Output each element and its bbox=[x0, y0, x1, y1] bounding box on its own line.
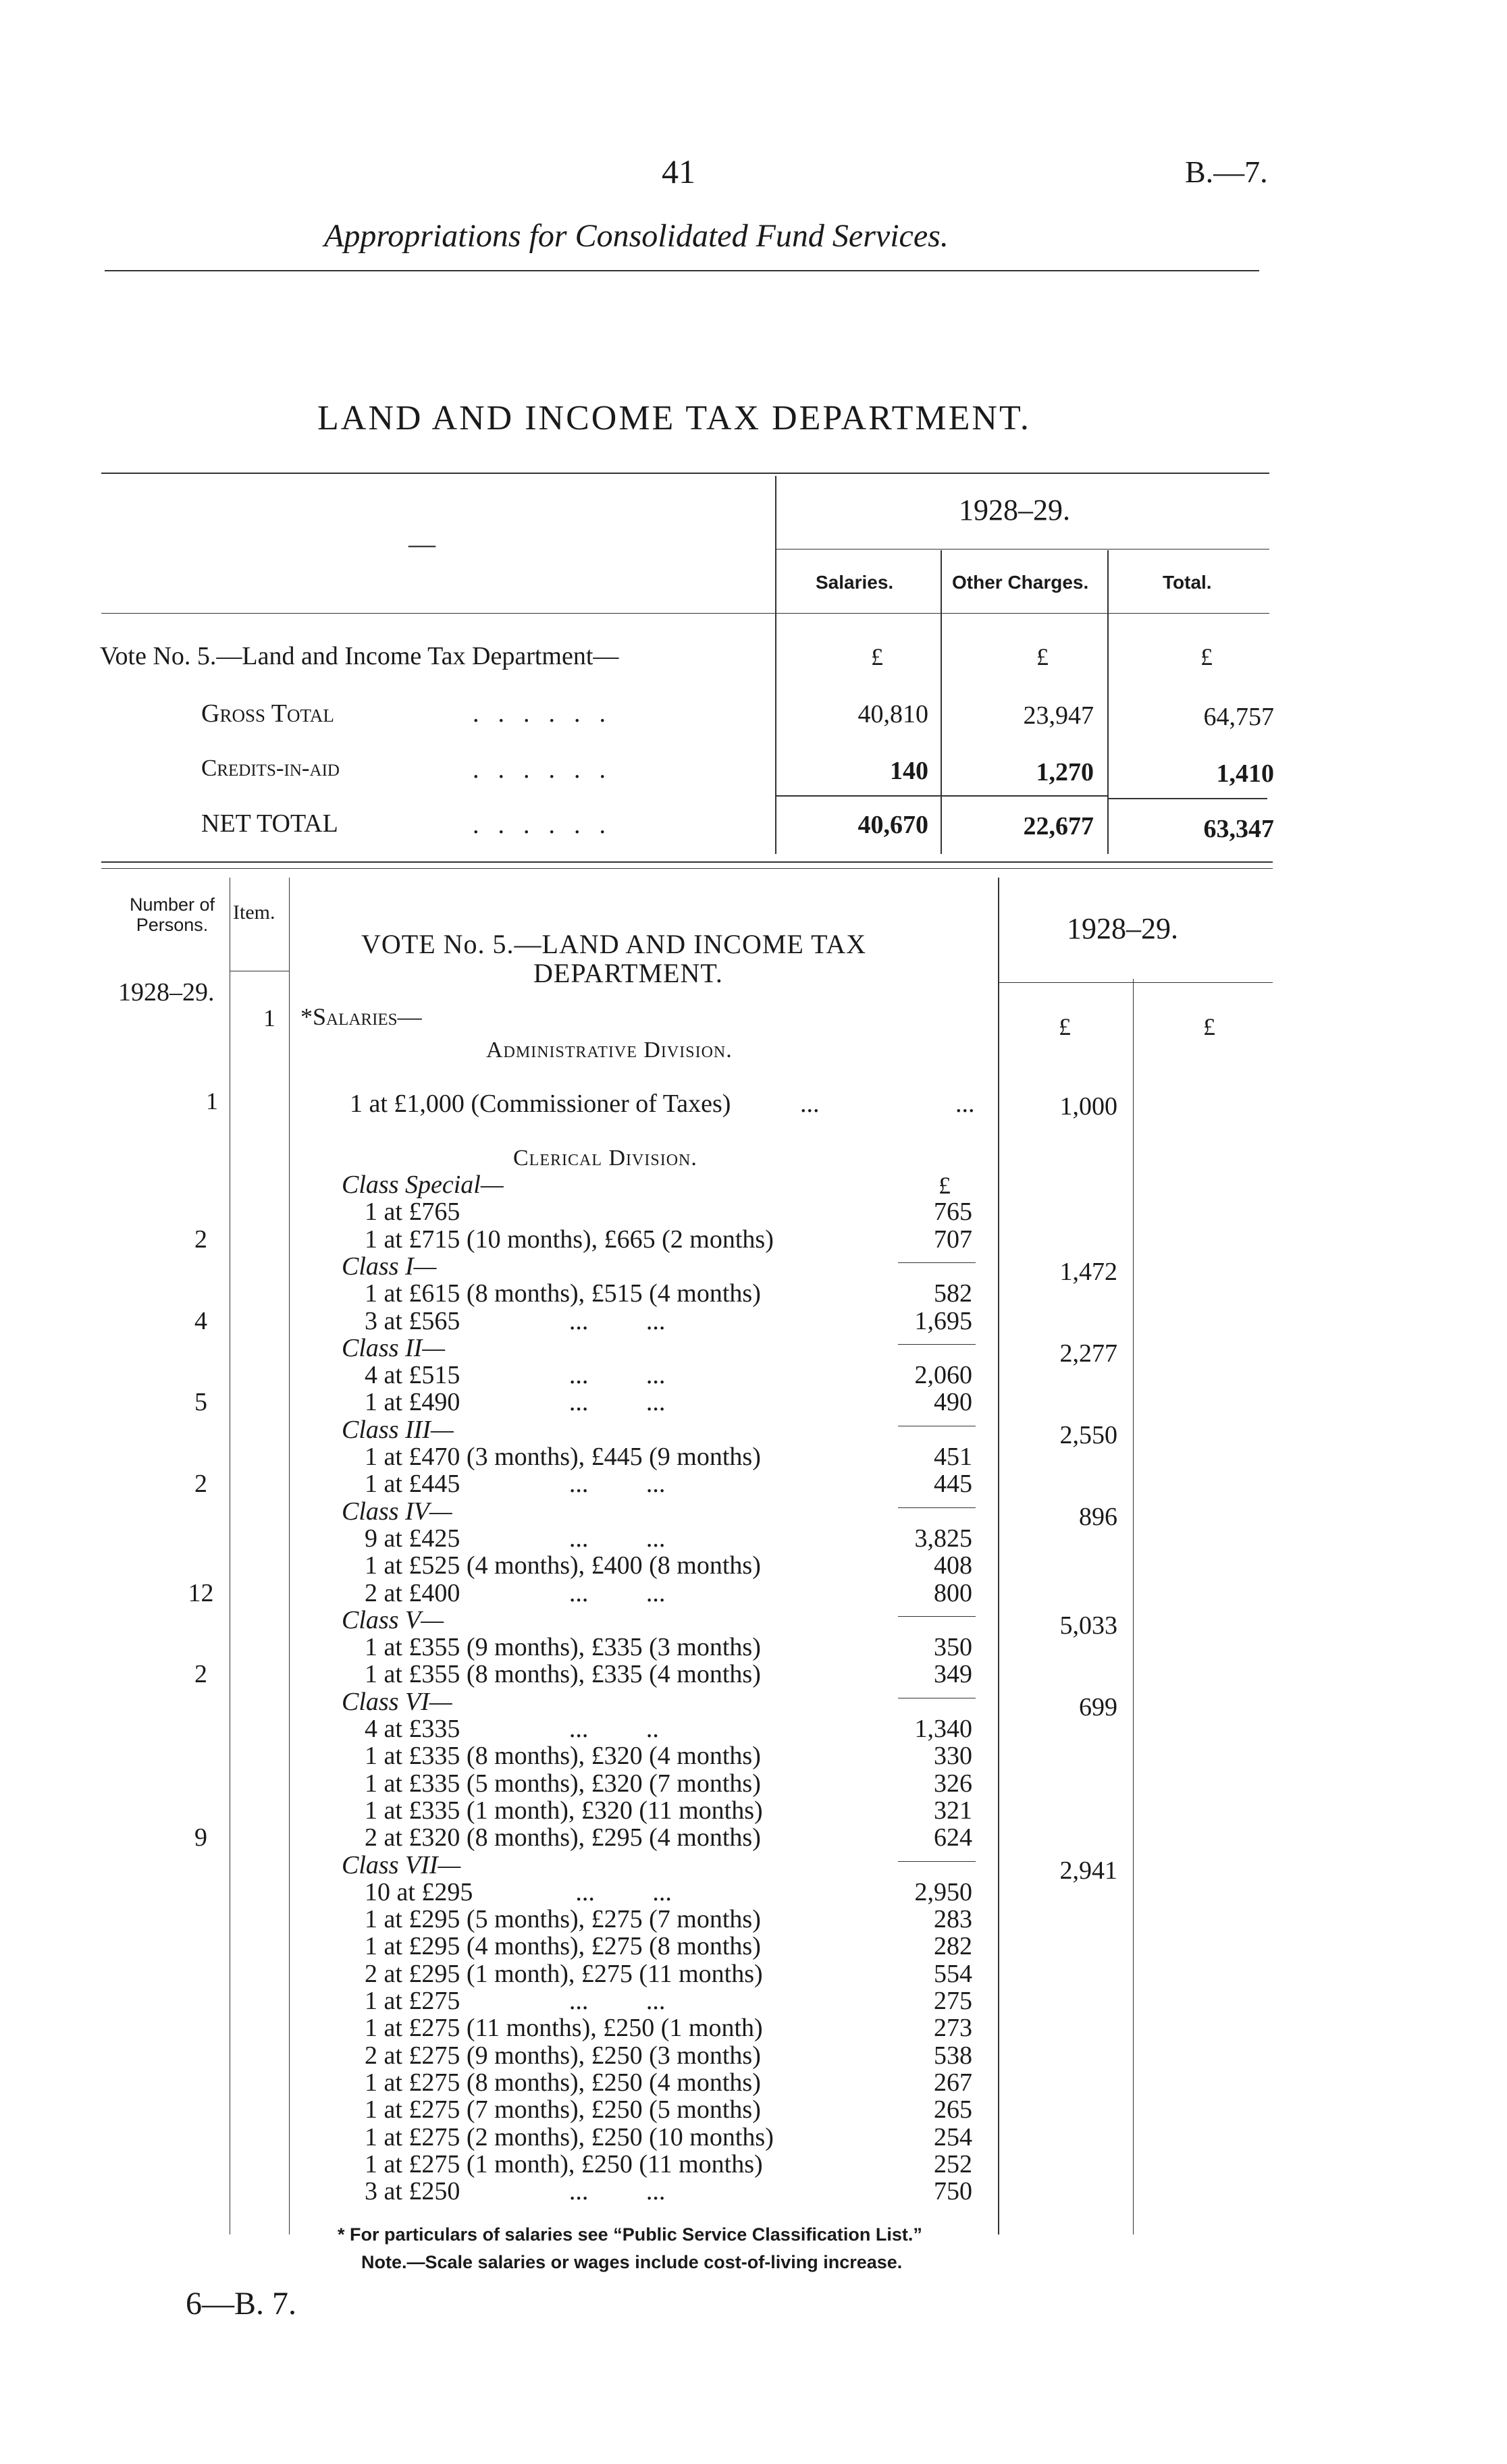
net-total: 63,347 bbox=[1203, 815, 1274, 843]
vote-label: Vote No. 5.—Land and Income Tax Department— bbox=[100, 642, 619, 670]
currency-total: £ bbox=[1200, 643, 1213, 670]
class-heading: Class II— bbox=[342, 1333, 446, 1362]
line-amount: 765 bbox=[934, 1198, 972, 1227]
credits-salaries: 140 bbox=[890, 757, 928, 785]
class-subtotal: 2,941 bbox=[1059, 1856, 1117, 1885]
salary-line: 3 at £250 ... ... bbox=[365, 2177, 666, 2206]
line-amount: 282 bbox=[934, 1932, 972, 1961]
credits-other: 1,270 bbox=[1036, 758, 1094, 786]
line-amount: 252 bbox=[934, 2149, 972, 2178]
salary-line: 1 at £275 ... ... bbox=[365, 1987, 666, 2015]
subtotal-rule bbox=[898, 1344, 976, 1345]
col-salaries: Salaries. bbox=[816, 572, 894, 593]
col-number-of-persons: Number of Persons. bbox=[129, 894, 215, 935]
subtotal-rule bbox=[898, 1861, 976, 1862]
line-amount: 2,060 bbox=[914, 1361, 972, 1390]
line-amount: 267 bbox=[934, 2068, 972, 2097]
year-left: 1928–29. bbox=[118, 978, 215, 1007]
line-amount: 350 bbox=[934, 1633, 972, 1662]
line-amount: 538 bbox=[934, 2041, 972, 2070]
signature-mark: 6—B. 7. bbox=[186, 2286, 297, 2322]
row-label: NET TOTAL bbox=[201, 809, 338, 838]
class-heading: Class IV— bbox=[342, 1497, 452, 1526]
pound-col-b: £ bbox=[1203, 1013, 1215, 1040]
line-amount: 273 bbox=[934, 2014, 972, 2043]
pound-col-a: £ bbox=[1059, 1013, 1071, 1040]
line-amount: 408 bbox=[934, 1551, 972, 1580]
salary-line: 3 at £565 ... ... bbox=[365, 1306, 666, 1335]
vote-title: VOTE No. 5.—LAND AND INCOME TAX bbox=[361, 929, 867, 959]
line-amount: 3,825 bbox=[914, 1524, 972, 1553]
salary-line: 1 at £355 (8 months), £335 (4 months) bbox=[365, 1660, 761, 1689]
salary-line: 1 at £765 bbox=[365, 1198, 460, 1227]
salary-line: 1 at £275 (11 months), £250 (1 month) bbox=[365, 2014, 763, 2043]
leader-dots: ... bbox=[800, 1090, 820, 1118]
line-amount: 326 bbox=[934, 1769, 972, 1798]
footnote-note: Note.—Scale salaries or wages include cost-of-living increase. bbox=[361, 2252, 903, 2272]
salary-line: 1 at £335 (1 month), £320 (11 months) bbox=[365, 1796, 763, 1825]
net-other: 22,677 bbox=[1023, 812, 1094, 840]
persons-count: 12 bbox=[188, 1578, 214, 1607]
line-amount: 265 bbox=[934, 2095, 972, 2124]
class-subtotal: 2,550 bbox=[1059, 1420, 1117, 1449]
summary-dash: — bbox=[408, 529, 435, 559]
col-other-charges: Other Charges. bbox=[952, 572, 1089, 593]
col-item: Item. bbox=[233, 901, 275, 923]
salary-line: 1 at £335 (8 months), £320 (4 months) bbox=[365, 1742, 761, 1771]
admin-division-heading: Administrative Division. bbox=[486, 1038, 733, 1063]
line-amount: 451 bbox=[934, 1443, 972, 1471]
salary-line: 1 at £615 (8 months), £515 (4 months) bbox=[365, 1279, 761, 1308]
line-amount: 624 bbox=[934, 1823, 972, 1852]
line-amount: 275 bbox=[934, 1987, 972, 2015]
line-amount: 1,340 bbox=[914, 1715, 972, 1743]
salary-line: 1 at £525 (4 months), £400 (8 months) bbox=[365, 1551, 761, 1580]
department-title: LAND AND INCOME TAX DEPARTMENT. bbox=[317, 399, 1031, 437]
salary-line: 1 at £275 (1 month), £250 (11 months) bbox=[365, 2149, 763, 2178]
salary-line: 1 at £295 (4 months), £275 (8 months) bbox=[365, 1932, 761, 1961]
page-number: 41 bbox=[662, 153, 695, 190]
gross-other: 23,947 bbox=[1023, 701, 1094, 730]
leader-dots: ... bbox=[955, 1090, 975, 1118]
item-number: 1 bbox=[263, 1005, 275, 1032]
page-subtitle: Appropriations for Consolidated Fund Services. bbox=[324, 218, 949, 254]
header-rule bbox=[105, 270, 1259, 271]
gross-total: 64,757 bbox=[1203, 703, 1274, 731]
line-amount: 254 bbox=[934, 2122, 972, 2151]
clerical-division-heading: Clerical Division. bbox=[513, 1146, 697, 1171]
persons-count: 5 bbox=[194, 1388, 207, 1417]
line-amount: 490 bbox=[934, 1388, 972, 1417]
line-amount: 750 bbox=[934, 2177, 972, 2206]
leader-dots: ...... bbox=[473, 811, 625, 839]
row-label: Credits-in-aid bbox=[201, 755, 340, 781]
subtotal-rule bbox=[898, 1507, 976, 1508]
salary-line: 1 at £715 (10 months), £665 (2 months) bbox=[365, 1225, 774, 1254]
salary-line: 2 at £400 ... ... bbox=[365, 1578, 666, 1607]
document-reference: B.—7. bbox=[1185, 155, 1268, 189]
commissioner-amount: 1,000 bbox=[1059, 1092, 1117, 1121]
line-amount: 321 bbox=[934, 1796, 972, 1825]
class-heading: Class Special— bbox=[342, 1171, 504, 1199]
col-total: Total. bbox=[1163, 572, 1212, 593]
line-amount: 330 bbox=[934, 1742, 972, 1771]
vote-title-continued: DEPARTMENT. bbox=[533, 958, 723, 988]
salary-line: 1 at £275 (7 months), £250 (5 months) bbox=[365, 2095, 761, 2124]
currency-other: £ bbox=[1036, 643, 1049, 670]
line-amount: 800 bbox=[934, 1578, 972, 1607]
persons-count: 2 bbox=[194, 1225, 207, 1254]
line-amount: 582 bbox=[934, 1279, 972, 1308]
class-subtotal: 1,472 bbox=[1059, 1257, 1117, 1286]
salary-line: 9 at £425 ... ... bbox=[365, 1524, 666, 1553]
leader-dots: ...... bbox=[473, 755, 625, 784]
class-heading: Class V— bbox=[342, 1605, 444, 1634]
salary-line: 2 at £275 (9 months), £250 (3 months) bbox=[365, 2041, 761, 2070]
line-amount: 2,950 bbox=[914, 1877, 972, 1906]
summary-year: 1928–29. bbox=[959, 493, 1070, 527]
footnote-star: * For particulars of salaries see “Public Service Classification List.” bbox=[338, 2224, 922, 2245]
salary-line: 1 at £445 ... ... bbox=[365, 1470, 666, 1499]
line-amount: 445 bbox=[934, 1470, 972, 1499]
salary-line: 1 at £295 (5 months), £275 (7 months) bbox=[365, 1905, 761, 1934]
salary-line: 1 at £275 (8 months), £250 (4 months) bbox=[365, 2068, 761, 2097]
salaries-heading: *Salaries— bbox=[300, 1003, 422, 1030]
pound-mid: £ bbox=[938, 1172, 951, 1199]
net-salaries: 40,670 bbox=[857, 811, 928, 839]
persons-count: 2 bbox=[194, 1470, 207, 1499]
class-heading: Class I— bbox=[342, 1252, 437, 1281]
salary-line: 1 at £490 ... ... bbox=[365, 1388, 666, 1417]
salary-line: 1 at £275 (2 months), £250 (10 months) bbox=[365, 2122, 774, 2151]
gross-salaries: 40,810 bbox=[857, 700, 928, 728]
class-subtotal: 699 bbox=[1079, 1692, 1117, 1721]
line-amount: 283 bbox=[934, 1905, 972, 1934]
line-amount: 554 bbox=[934, 1959, 972, 1988]
currency-salaries: £ bbox=[871, 643, 883, 670]
credits-total: 1,410 bbox=[1216, 759, 1274, 788]
persons-count: 2 bbox=[194, 1660, 207, 1689]
subtotal-rule bbox=[898, 1616, 976, 1617]
year-right: 1928–29. bbox=[1067, 912, 1178, 945]
persons-count: 9 bbox=[194, 1823, 207, 1852]
persons-count: 1 bbox=[206, 1088, 218, 1115]
subtotal-rule bbox=[898, 1262, 976, 1263]
leader-dots: ...... bbox=[473, 699, 625, 728]
class-heading: Class VII— bbox=[342, 1850, 461, 1879]
salary-line: 4 at £515 ... ... bbox=[365, 1361, 666, 1390]
class-heading: Class III— bbox=[342, 1415, 454, 1444]
salary-line: 1 at £470 (3 months), £445 (9 months) bbox=[365, 1443, 761, 1471]
salary-line: 2 at £295 (1 month), £275 (11 months) bbox=[365, 1959, 763, 1988]
class-subtotal: 2,277 bbox=[1059, 1339, 1117, 1368]
class-heading: Class VI— bbox=[342, 1687, 452, 1716]
commissioner-line: 1 at £1,000 (Commissioner of Taxes) bbox=[350, 1090, 731, 1118]
line-amount: 349 bbox=[934, 1660, 972, 1689]
salary-line: 2 at £320 (8 months), £295 (4 months) bbox=[365, 1823, 761, 1852]
line-amount: 707 bbox=[934, 1225, 972, 1254]
class-subtotal: 896 bbox=[1079, 1502, 1117, 1531]
salary-line: 10 at £295 ... ... bbox=[365, 1877, 672, 1906]
class-subtotal: 5,033 bbox=[1059, 1611, 1117, 1640]
persons-count: 4 bbox=[194, 1306, 207, 1335]
salary-line: 1 at £355 (9 months), £335 (3 months) bbox=[365, 1633, 761, 1662]
row-label: Gross Total bbox=[201, 699, 334, 728]
salary-line: 1 at £335 (5 months), £320 (7 months) bbox=[365, 1769, 761, 1798]
salary-line: 4 at £335 ... .. bbox=[365, 1715, 659, 1743]
line-amount: 1,695 bbox=[914, 1306, 972, 1335]
